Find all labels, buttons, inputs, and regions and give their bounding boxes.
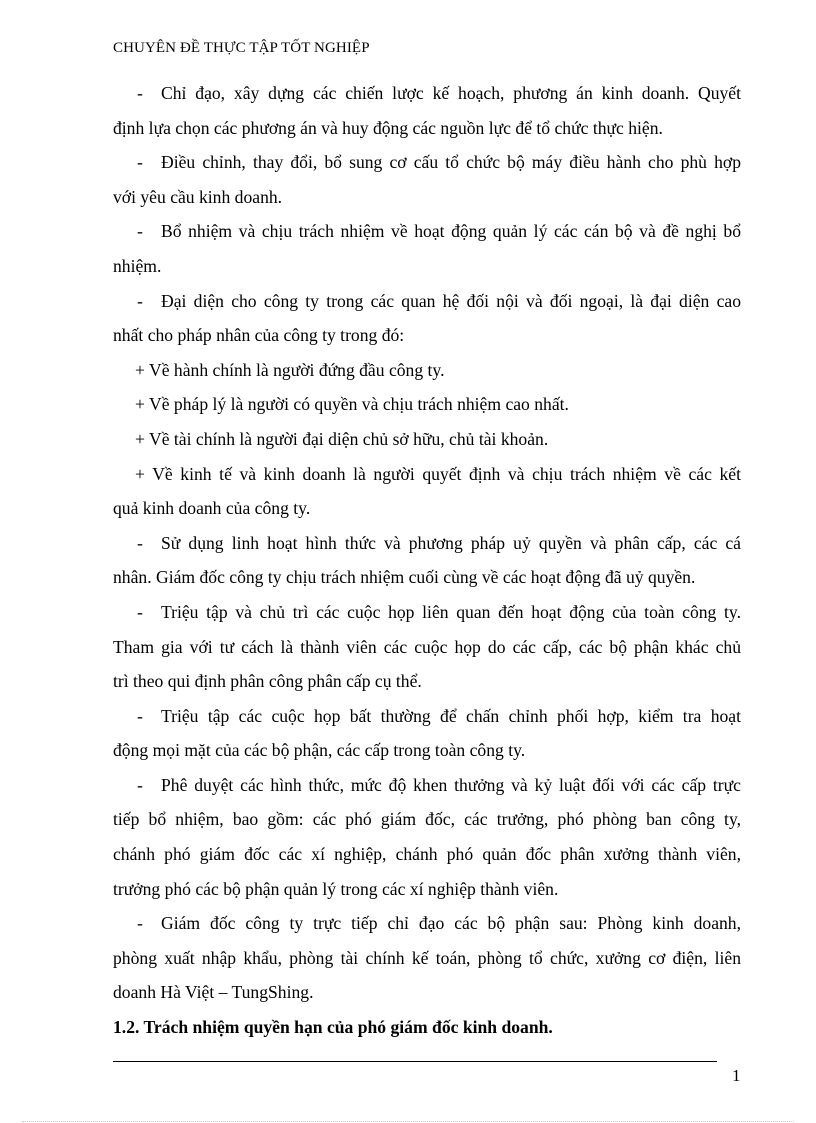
document-body <box>113 76 741 1045</box>
line-text: Triệu tập và chủ trì các cuộc họp liên quan đến hoạt động của toàn công ty. <box>161 601 741 622</box>
line-text: Chỉ đạo, xây dựng các chiến lược kế hoạch, phương án kinh doanh. Quyết <box>161 83 741 103</box>
body-line: động mọi mặt của các bộ phận, các cấp trong toàn công ty. <box>113 740 526 761</box>
body-line: phòng xuất nhập khẩu, phòng tài chính kế toán, phòng tổ chức, xưởng cơ điện, liên <box>113 947 741 968</box>
body-line: chánh phó giám đốc các xí nghiệp, chánh phó quản đốc phân xưởng thành viên, <box>113 844 741 865</box>
bullet-dash: - <box>137 83 143 103</box>
body-line: trì theo qui định phân công phân cấp cụ thể. <box>113 671 422 692</box>
bullet-dash: - <box>137 913 143 934</box>
body-line <box>113 214 741 249</box>
body-line: + Về kinh tế và kinh doanh là người quyết định và chịu trách nhiệm về các kết <box>135 463 741 484</box>
body-line: nhân. Giám đốc công ty chịu trách nhiệm cuối cùng về các hoạt động đã uỷ quyền. <box>113 567 696 588</box>
page-edge-divider <box>22 1121 794 1122</box>
bullet-dash: - <box>137 601 143 622</box>
body-line: nhất cho pháp nhân của công ty trong đó: <box>113 325 405 346</box>
section-heading: 1.2. Trách nhiệm quyền hạn của phó giám đốc kinh doanh. <box>113 1017 553 1038</box>
body-line: với yêu cầu kinh doanh. <box>113 186 283 207</box>
line-text: Bổ nhiệm và chịu trách nhiệm về hoạt động quản lý các cán bộ và đề nghị bổ <box>161 221 741 242</box>
line-text: Giám đốc công ty trực tiếp chỉ đạo các bộ phận sau: Phòng kinh doanh, <box>161 913 741 934</box>
body-line <box>113 699 741 734</box>
body-line: + Về pháp lý là người có quyền và chịu trách nhiệm cao nhất. <box>135 394 569 415</box>
running-header: CHUYÊN ĐỀ THỰC TẬP TỐT NGHIỆP <box>113 40 370 56</box>
body-line <box>113 595 741 630</box>
body-line: quả kinh doanh của công ty. <box>113 498 311 519</box>
body-line: doanh Hà Việt – TungShing. <box>113 982 314 1003</box>
body-line <box>113 145 741 180</box>
bullet-dash: - <box>137 532 143 553</box>
page-number: 1 <box>732 1066 741 1085</box>
line-text: Sử dụng linh hoạt hình thức và phương pháp uỷ quyền và phân cấp, các cá <box>161 532 741 553</box>
body-line: + Về hành chính là người đứng đầu công ty. <box>135 359 445 380</box>
line-text: Triệu tập các cuộc họp bất thường để chấn chỉnh phối hợp, kiểm tra hoạt <box>161 705 741 726</box>
body-line: Tham gia với tư cách là thành viên các cuộc họp do các cấp, các bộ phận khác chủ <box>113 636 741 657</box>
body-line: trưởng phó các bộ phận quản lý trong các xí nghiệp thành viên. <box>113 878 559 899</box>
bullet-dash: - <box>137 152 143 173</box>
bullet-dash: - <box>137 290 143 311</box>
body-line <box>113 76 741 111</box>
body-line <box>113 768 741 803</box>
bullet-dash: - <box>137 705 143 726</box>
bullet-dash: - <box>137 221 143 242</box>
body-line: tiếp bổ nhiệm, bao gồm: các phó giám đốc, các trưởng, phó phòng ban công ty, <box>113 809 741 830</box>
line-text: Phê duyệt các hình thức, mức độ khen thưởng và kỷ luật đối với các cấp trực <box>161 774 741 795</box>
body-line: nhiệm. <box>113 255 162 276</box>
body-line: định lựa chọn các phương án và huy động các nguồn lực để tổ chức thực hiện. <box>113 117 663 138</box>
body-line <box>113 284 741 319</box>
body-line <box>113 526 741 561</box>
body-line: + Về tài chính là người đại diện chủ sở hữu, chủ tài khoản. <box>135 428 549 449</box>
bullet-dash: - <box>137 774 143 795</box>
body-line <box>113 906 741 941</box>
line-text: Đại diện cho công ty trong các quan hệ đối nội và đối ngoại, là đại diện cao <box>161 290 741 311</box>
footer-divider <box>113 1061 717 1062</box>
line-text: Điều chỉnh, thay đổi, bổ sung cơ cấu tổ chức bộ máy điều hành cho phù hợp <box>161 152 741 173</box>
